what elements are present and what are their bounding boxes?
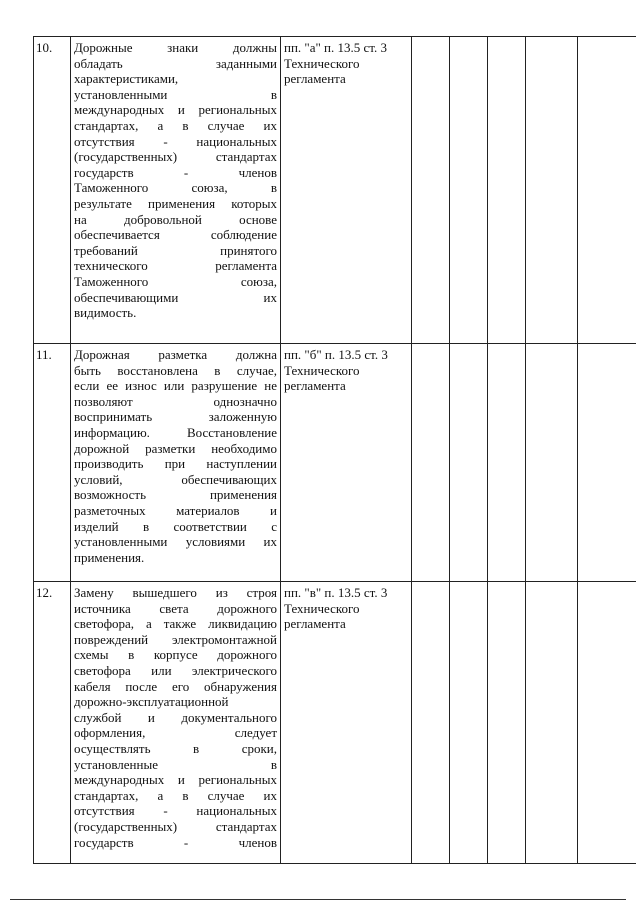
text-line: возможность применения xyxy=(74,487,277,503)
text-line: осуществлять в сроки, xyxy=(74,740,277,756)
row-number: 10. xyxy=(36,40,53,55)
text-line: Дорожные знаки должны xyxy=(74,40,277,55)
reference-line: регламента xyxy=(284,378,346,394)
text-line: схемы в корпусе дорожного xyxy=(74,647,277,663)
text-line: видимость. xyxy=(74,305,137,321)
text-line: характеристиками, xyxy=(74,71,179,87)
requirement-text xyxy=(71,344,280,567)
reference-text xyxy=(281,37,411,87)
requirement-text xyxy=(71,37,280,323)
empty-cell xyxy=(488,344,526,582)
text-line: государств - членов xyxy=(74,834,277,850)
text-line: изделий в соответствии с xyxy=(74,518,277,534)
empty-cell xyxy=(450,582,488,864)
page-bottom-rule xyxy=(10,899,626,900)
empty-cell xyxy=(412,37,450,344)
reference-line: Технического xyxy=(284,600,360,616)
empty-cell xyxy=(578,344,636,582)
text-line: источника света дорожного xyxy=(74,600,277,616)
reference-line: пп. "б" п. 13.5 ст. 3 xyxy=(284,347,388,362)
requirement-text xyxy=(71,582,280,852)
empty-cell xyxy=(412,582,450,864)
text-line: повреждений электромонтажной xyxy=(74,631,277,647)
reference-text xyxy=(281,344,411,394)
text-line: международных и региональных xyxy=(74,772,277,788)
text-line: светофора или электрического xyxy=(74,662,277,678)
empty-cell xyxy=(488,582,526,864)
text-line: оформления, следует xyxy=(74,725,277,741)
text-line: условий, обеспечивающих xyxy=(74,471,277,487)
empty-cell xyxy=(450,344,488,582)
text-line: воспринимать заложенную xyxy=(74,409,277,425)
text-line: Таможенного союза, в xyxy=(74,180,277,196)
text-line: отсутствия - национальных xyxy=(74,803,277,819)
empty-cell xyxy=(578,37,636,344)
text-line: стандартах, а в случае их xyxy=(74,117,277,133)
row-number: 11. xyxy=(36,347,52,362)
text-line: информацию. Восстановление xyxy=(74,424,277,440)
text-line: технического регламента xyxy=(74,258,277,274)
row-number: 12. xyxy=(36,585,53,600)
empty-cell xyxy=(450,37,488,344)
table-row xyxy=(34,37,636,344)
text-line: если ее износ или разрушение не xyxy=(74,378,277,394)
empty-cell xyxy=(412,344,450,582)
reference-line: Технического xyxy=(284,362,360,378)
text-line: отсутствия - национальных xyxy=(74,133,277,149)
reference-line: регламента xyxy=(284,71,346,87)
text-line: позволяют однозначно xyxy=(74,393,277,409)
text-line: Замену вышедшего из строя xyxy=(74,585,277,600)
table-row xyxy=(34,344,636,582)
text-line: применения. xyxy=(74,549,145,565)
text-line: Таможенного союза, xyxy=(74,273,277,289)
text-line: светофора, а также ликвидацию xyxy=(74,616,277,632)
empty-cell xyxy=(488,37,526,344)
reference-cell xyxy=(281,344,412,582)
text-line: международных и региональных xyxy=(74,102,277,118)
text-line: дорожной разметки необходимо xyxy=(74,440,277,456)
empty-cell xyxy=(526,344,578,582)
reference-text xyxy=(281,582,411,632)
text-line: обеспечивается соблюдение xyxy=(74,227,277,243)
text-line: производить при наступлении xyxy=(74,456,277,472)
reference-line: пп. "а" п. 13.5 ст. 3 xyxy=(284,40,387,55)
reference-line: регламента xyxy=(284,616,346,632)
empty-cell xyxy=(526,37,578,344)
text-line: (государственных) стандартах xyxy=(74,149,277,165)
text-line: обладать заданными xyxy=(74,55,277,71)
text-line: результате применения которых xyxy=(74,195,277,211)
reference-line: пп. "в" п. 13.5 ст. 3 xyxy=(284,585,388,600)
requirement-text-cell xyxy=(71,344,281,582)
text-line: обеспечивающими их xyxy=(74,289,277,305)
row-number-cell xyxy=(34,344,71,582)
requirements-table xyxy=(33,36,636,864)
text-line: быть восстановлена в случае, xyxy=(74,362,277,378)
empty-cell xyxy=(526,582,578,864)
text-line: Дорожная разметка должна xyxy=(74,347,277,362)
text-line: кабеля после его обнаружения xyxy=(74,678,277,694)
text-line: установленными в xyxy=(74,86,277,102)
text-line: государств - членов xyxy=(74,164,277,180)
requirement-text-cell xyxy=(71,582,281,864)
table-row xyxy=(34,582,636,864)
requirement-text-cell xyxy=(71,37,281,344)
text-line: установленными условиями их xyxy=(74,534,277,550)
reference-line: Технического xyxy=(284,55,360,71)
empty-cell xyxy=(578,582,636,864)
text-line: разметочных материалов и xyxy=(74,502,277,518)
row-number-cell xyxy=(34,37,71,344)
text-line: на добровольной основе xyxy=(74,211,277,227)
text-line: установленные в xyxy=(74,756,277,772)
reference-cell xyxy=(281,37,412,344)
text-line: службой и документального xyxy=(74,709,277,725)
text-line: требований принятого xyxy=(74,242,277,258)
text-line: (государственных) стандартах xyxy=(74,818,277,834)
row-number-cell xyxy=(34,582,71,864)
text-line: стандартах, а в случае их xyxy=(74,787,277,803)
reference-cell xyxy=(281,582,412,864)
text-line: дорожно-эксплуатационной xyxy=(74,694,229,710)
